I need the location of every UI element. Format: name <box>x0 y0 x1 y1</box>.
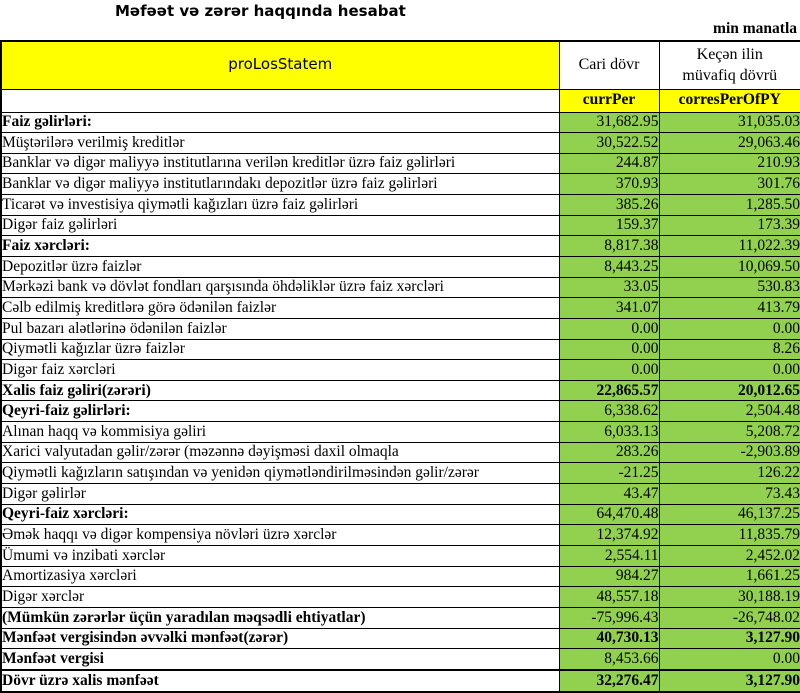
row-label: Xalis faiz gəliri(zərəri) <box>1 380 559 401</box>
row-label: Ticarət və investisiya qiymətli kağızları üzrə faiz gəlirləri <box>1 195 559 216</box>
table-row <box>1 153 800 174</box>
table-row <box>1 484 800 505</box>
row-label: Dövr üzrə xalis mənfəət <box>1 670 559 692</box>
row-current-period-value: 12,374.92 <box>559 525 659 546</box>
row-current-period-value: 2,554.11 <box>559 545 659 566</box>
table-row <box>1 195 800 216</box>
row-label: Mənfəət vergisi <box>1 649 559 670</box>
row-label: Cəlb edilmiş kreditlərə görə ödənilən faizlər <box>1 298 559 319</box>
row-current-period-value: 283.26 <box>559 442 659 463</box>
table-row <box>1 133 800 154</box>
table-row <box>1 298 800 319</box>
profit-loss-table <box>0 40 800 693</box>
row-previous-period-value: 73.43 <box>659 484 800 505</box>
table-row <box>1 215 800 236</box>
row-previous-period-value: 0.00 <box>659 360 800 381</box>
row-current-period-value: 8,453.66 <box>559 649 659 670</box>
row-previous-period-value: 11,835.79 <box>659 525 800 546</box>
row-current-period-value: 244.87 <box>559 153 659 174</box>
row-current-period-value: 8,817.38 <box>559 236 659 257</box>
table-row <box>1 380 800 401</box>
row-previous-period-value: 1,661.25 <box>659 566 800 587</box>
row-previous-period-value: 3,127.90 <box>659 670 800 692</box>
row-current-period-value: -75,996.43 <box>559 607 659 628</box>
row-label: Digər gəlirlər <box>1 484 559 505</box>
row-current-period-value: 31,682.95 <box>559 112 659 133</box>
header-row <box>1 41 800 89</box>
row-current-period-value: 0.00 <box>559 318 659 339</box>
row-label: Pul bazarı alətlərinə ödənilən faizlər <box>1 318 559 339</box>
table-row <box>1 545 800 566</box>
row-previous-period-value: 0.00 <box>659 649 800 670</box>
header-previous-period <box>659 41 800 89</box>
unit-note: min manatla <box>713 20 797 37</box>
table-row <box>1 422 800 443</box>
table-row <box>1 670 800 692</box>
subheader-corresperofpy: corresPerOfPY <box>659 89 800 112</box>
table-row <box>1 566 800 587</box>
row-label: Digər xərclər <box>1 587 559 608</box>
row-current-period-value: 33.05 <box>559 277 659 298</box>
row-label: Mərkəzi bank və dövlət fondları qarşısında öhdəliklər üzrə faiz xərcləri <box>1 277 559 298</box>
table-row <box>1 112 800 133</box>
subheader-currper: currPer <box>559 89 659 112</box>
subheader-row <box>1 89 800 112</box>
row-current-period-value: 370.93 <box>559 174 659 195</box>
row-previous-period-value: 3,127.90 <box>659 628 800 649</box>
row-label: Digər faiz gəlirləri <box>1 215 559 236</box>
row-label: Ümumi və inzibati xərclər <box>1 545 559 566</box>
row-label: Müştərilərə verilmiş kreditlər <box>1 133 559 154</box>
table-row <box>1 360 800 381</box>
row-previous-period-value: 20,012.65 <box>659 380 800 401</box>
row-label: Mənfəət vergisindən əvvəlki mənfəət(zərər) <box>1 628 559 649</box>
row-label: Amortizasiya xərcləri <box>1 566 559 587</box>
row-previous-period-value: 29,063.46 <box>659 133 800 154</box>
table-row <box>1 401 800 422</box>
row-previous-period-value: 0.00 <box>659 318 800 339</box>
table-row <box>1 628 800 649</box>
row-previous-period-value: 5,208.72 <box>659 422 800 443</box>
row-previous-period-value: 11,022.39 <box>659 236 800 257</box>
row-previous-period-value: 31,035.03 <box>659 112 800 133</box>
table-row <box>1 277 800 298</box>
row-label: Qiymətli kağızlar üzrə faizlər <box>1 339 559 360</box>
row-previous-period-value: 530.83 <box>659 277 800 298</box>
table-row <box>1 587 800 608</box>
row-label: Faiz xərcləri: <box>1 236 559 257</box>
row-previous-period-value: 301.76 <box>659 174 800 195</box>
row-current-period-value: 385.26 <box>559 195 659 216</box>
row-label: Depozitlər üzrə faizlər <box>1 256 559 277</box>
table-row <box>1 504 800 525</box>
table-row <box>1 442 800 463</box>
row-current-period-value: 341.07 <box>559 298 659 319</box>
row-current-period-value: 43.47 <box>559 484 659 505</box>
row-label: Qiymətli kağızların satışından və yenidən qiymətləndirilməsindən gəlir/zərər <box>1 463 559 484</box>
row-label: Banklar və digər maliyyə institutlarındakı depozitlər üzrə faiz gəlirləri <box>1 174 559 195</box>
row-current-period-value: 22,865.57 <box>559 380 659 401</box>
header-previous-period-line2: müvafiq dövrü <box>682 67 778 85</box>
row-previous-period-value: -2,903.89 <box>659 442 800 463</box>
table-row <box>1 236 800 257</box>
row-previous-period-value: 10,069.50 <box>659 256 800 277</box>
row-label: Alınan haqq və kommisiya gəliri <box>1 422 559 443</box>
row-previous-period-value: 210.93 <box>659 153 800 174</box>
header-prolosstatem: proLosStatem <box>1 41 559 89</box>
table-row <box>1 463 800 484</box>
row-label: Digər faiz xərcləri <box>1 360 559 381</box>
row-current-period-value: 40,730.13 <box>559 628 659 649</box>
row-previous-period-value: 1,285.50 <box>659 195 800 216</box>
row-current-period-value: 48,557.18 <box>559 587 659 608</box>
row-current-period-value: 8,443.25 <box>559 256 659 277</box>
row-current-period-value: 0.00 <box>559 339 659 360</box>
row-previous-period-value: 8.26 <box>659 339 800 360</box>
header-current-period: Cari dövr <box>559 41 659 89</box>
table-row <box>1 256 800 277</box>
row-previous-period-value: 46,137.25 <box>659 504 800 525</box>
table-body <box>1 112 800 692</box>
row-label: Banklar və digər maliyyə institutlarına verilən kreditlər üzrə faiz gəlirləri <box>1 153 559 174</box>
row-previous-period-value: 173.39 <box>659 215 800 236</box>
row-label: Xarici valyutadan gəlir/zərər (məzənnə dəyişməsi daxil olmaqla <box>1 442 559 463</box>
row-previous-period-value: -26,748.02 <box>659 607 800 628</box>
row-current-period-value: 6,338.62 <box>559 401 659 422</box>
row-label: Qeyri-faiz gəlirləri: <box>1 401 559 422</box>
row-previous-period-value: 126.22 <box>659 463 800 484</box>
table-row <box>1 525 800 546</box>
subheader-empty-cell <box>1 89 559 112</box>
row-current-period-value: 0.00 <box>559 360 659 381</box>
table-row <box>1 318 800 339</box>
table-row <box>1 174 800 195</box>
row-label: Qeyri-faiz xərcləri: <box>1 504 559 525</box>
row-current-period-value: 32,276.47 <box>559 670 659 692</box>
row-previous-period-value: 2,452.02 <box>659 545 800 566</box>
page-title: Məfəət və zərər haqqında hesabat <box>115 2 406 20</box>
table-row <box>1 649 800 670</box>
row-label: Faiz gəlirləri: <box>1 112 559 133</box>
row-label: Əmək haqqı və digər kompensiya növləri üzrə xərclər <box>1 525 559 546</box>
row-current-period-value: 64,470.48 <box>559 504 659 525</box>
row-current-period-value: 984.27 <box>559 566 659 587</box>
row-current-period-value: 159.37 <box>559 215 659 236</box>
table-row <box>1 339 800 360</box>
header-previous-period-line1: Keçən ilin <box>696 46 763 64</box>
row-current-period-value: -21.25 <box>559 463 659 484</box>
row-current-period-value: 30,522.52 <box>559 133 659 154</box>
row-current-period-value: 6,033.13 <box>559 422 659 443</box>
row-previous-period-value: 413.79 <box>659 298 800 319</box>
row-previous-period-value: 30,188.19 <box>659 587 800 608</box>
row-previous-period-value: 2,504.48 <box>659 401 800 422</box>
row-label: (Mümkün zərərlər üçün yaradılan məqsədli ehtiyatlar) <box>1 607 559 628</box>
table-row <box>1 607 800 628</box>
